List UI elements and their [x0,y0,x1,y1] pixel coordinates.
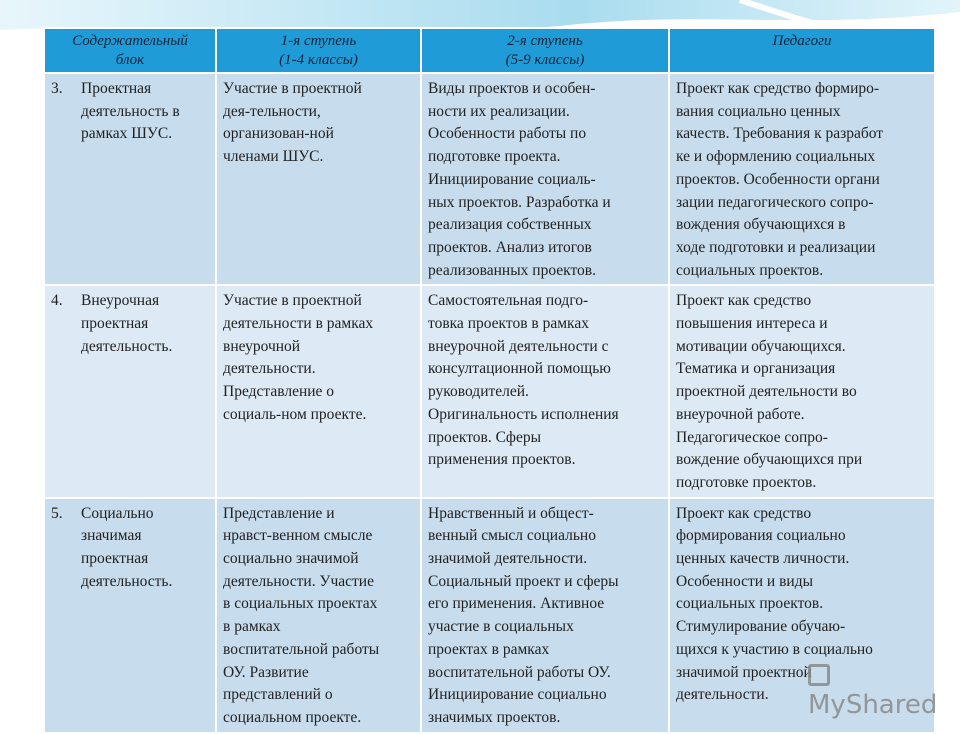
text-line: внеурочной [223,337,301,355]
text-line: подготовке проектов. [676,473,817,491]
text-line: проектах в рамках [428,640,550,658]
text-line: Стимулирование обучаю- [676,618,846,636]
table-row [44,498,935,733]
text-line: применения проектов. [428,451,576,469]
text-line: консултационной помощью [428,360,611,378]
curriculum-table [43,27,936,734]
block-title [81,78,180,146]
text-line: Нравственный и общест- [428,504,594,522]
row-number: 5. [51,504,63,522]
text-line: венный смысл социально [428,527,596,545]
text-line: дея-тельности, [223,102,321,120]
text-line: деятельности в рамках [223,315,374,333]
block-title [81,503,172,594]
text-line: Проект как средство [676,292,812,310]
cell-stage-2 [421,73,669,285]
text-line: проектная [81,315,149,333]
text-line: нравст-венном смысле [223,527,373,545]
table-row [44,73,935,285]
text-line: социальных проектов. [676,261,824,279]
text-line: реализация собственных [428,216,592,234]
text-line: реализованных проектов. [428,261,596,279]
header-content-block [44,28,216,73]
cell-teachers [669,73,935,285]
cell-content-block [44,498,216,733]
row-number: 4. [51,292,63,310]
text-line: значимой проектной [676,663,812,681]
text-line: Участие в проектной [223,80,362,97]
row-number: 3. [51,80,63,97]
cell-stage-1 [216,73,421,285]
text-line: Проект как средство [676,504,812,522]
text-line: ценных качеств личности. [676,550,850,568]
text-line: социальных проектов. [676,595,824,613]
text-line: Внеурочная [81,292,160,310]
text-line: проектов. Анализ итогов [428,238,592,256]
text-line: социаль-ном проекте. [223,405,367,423]
text-line: Тематика и организация [676,360,836,378]
text-line: Инициирование социально [428,686,607,704]
cell-stage-1 [216,285,421,497]
text-line: Педагоги [772,33,832,49]
text-line: участие в социальных [428,618,574,636]
text-line: социальном проекте. [223,708,362,726]
table-row [44,285,935,497]
text-line: внеурочной деятельности с [428,337,609,355]
text-line: Проект как средство формиро- [676,80,880,97]
text-line: Самостоятельная подго- [428,292,589,310]
text-line: ке и оформлению социальных [676,148,876,166]
watermark: MyShared [808,660,960,720]
text-line: значимой деятельности. [428,550,588,568]
cell-content-block [44,285,216,497]
text-line: социально значимой [223,550,359,568]
text-line: воспитательной работы [223,640,380,658]
text-line: Представление и [223,504,335,522]
text-line: деятельность. [81,572,173,590]
text-line: подготовке проекта. [428,148,561,166]
text-line: качеств. Требования к разработ [676,125,884,143]
text-line: ных проектов. Разработка и [428,193,611,211]
cell-teachers [669,285,935,497]
text-line: Содержательный [72,33,188,49]
text-line: зации педагогического сопро- [676,193,874,211]
text-line: значимая [81,527,142,545]
text-line: товка проектов в рамках [428,315,589,333]
text-line: членами ШУС. [223,148,324,166]
text-line: вождение обучающихся при [676,451,863,469]
text-line: ходе подготовки и реализации [676,238,876,256]
table-header-row [44,28,935,73]
text-line: блок [115,52,145,68]
text-line: Особенности работы по [428,125,587,143]
text-line: воспитательной работы ОУ. [428,663,611,681]
text-line: 2-я ступень [507,33,583,49]
text-line: руководителей. [428,383,529,401]
text-line: в рамках [223,618,281,636]
text-line: вания социально ценных [676,102,841,120]
header-stage-1 [216,28,421,73]
text-line: вождения обучающихся в [676,216,846,234]
text-line: ности их реализации. [428,102,570,120]
text-line: деятельность в [81,102,180,120]
cell-stage-2 [421,285,669,497]
text-line: Инициирование социаль- [428,170,596,188]
cell-stage-1 [216,498,421,733]
text-line: формирования социально [676,527,846,545]
text-line: Участие в проектной [223,292,362,310]
cell-stage-2 [421,498,669,733]
text-line: рамках ШУС. [81,125,173,143]
header-teachers [669,28,935,73]
text-line: деятельности. Участие [223,572,374,590]
text-line: Представление о [223,383,335,401]
text-line: Виды проектов и особен- [428,80,596,97]
text-line: Оригинальность исполнения [428,405,619,423]
text-line: значимых проектов. [428,708,561,726]
text-line: деятельности. [223,360,316,378]
text-line: в социальных проектах [223,595,378,613]
text-line: ОУ. Развитие [223,663,309,681]
text-line: проектов. Особенности органи [676,170,880,188]
text-line: представлений о [223,686,333,704]
text-line: проектов. Сферы [428,428,542,446]
text-line: (1-4 классы) [279,52,358,68]
cell-content-block [44,73,216,285]
text-line: Особенности и виды [676,572,814,590]
text-line: мотивации обучающихся. [676,337,846,355]
text-line: Социально [81,504,154,522]
block-title [81,290,172,358]
text-line: щихся к участию в социально [676,640,873,658]
text-line: организован-ной [223,125,334,143]
presentation-icon [808,664,830,686]
text-line: Педагогическое сопро- [676,428,828,446]
header-stage-2 [421,28,669,73]
text-line: повышения интереса и [676,315,828,333]
text-line: Проектная [81,80,152,97]
text-line: деятельности. [676,686,769,704]
text-line: 1-я ступень [280,33,357,49]
text-line: деятельность. [81,337,173,355]
text-line: его применения. Активное [428,595,605,613]
text-line: (5-9 классы) [505,52,585,68]
text-line: проектной деятельности во [676,383,857,401]
text-line: внеурочной работе. [676,405,805,423]
text-line: проектная [81,550,149,568]
text-line: Социальный проект и сферы [428,572,619,590]
